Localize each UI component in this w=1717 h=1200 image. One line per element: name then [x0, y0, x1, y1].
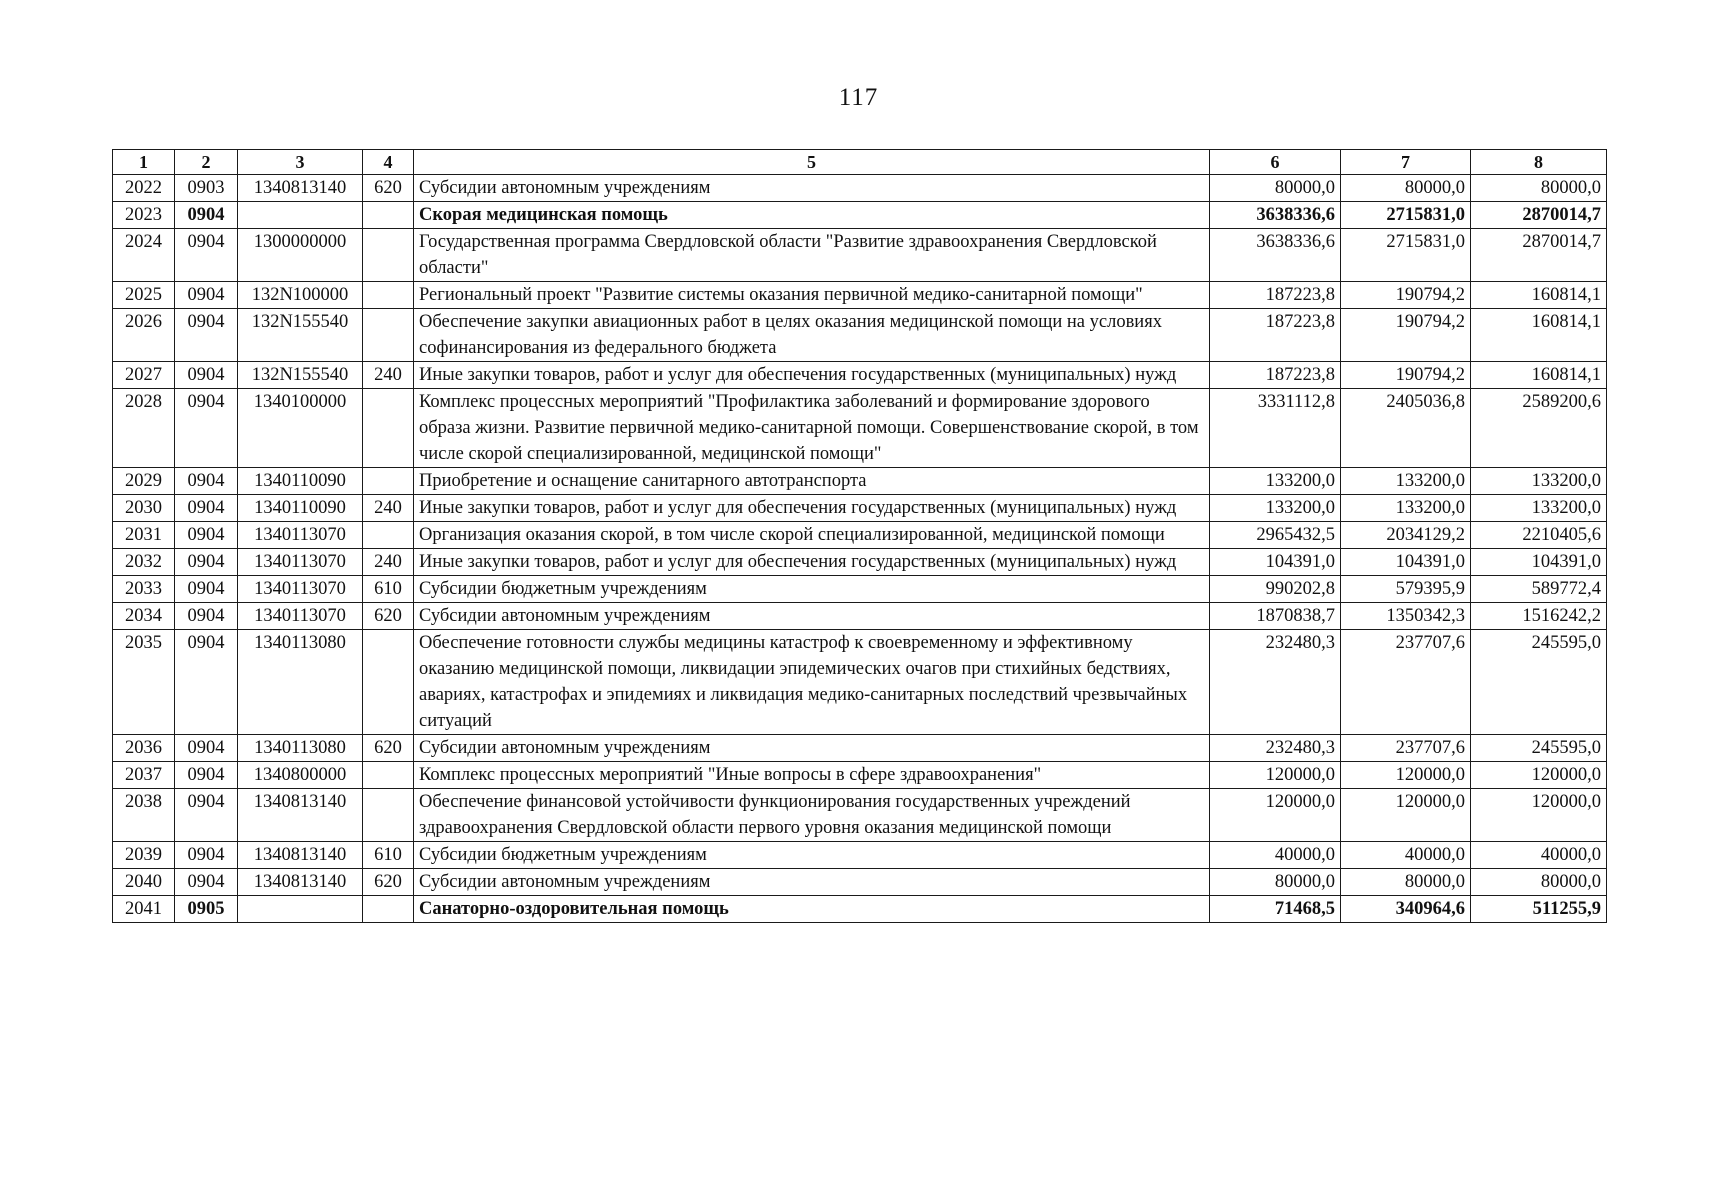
target-article-cell: 1340113070	[238, 522, 363, 549]
amount-col7-cell: 340964,6	[1341, 896, 1471, 923]
item-name-cell: Комплекс процессных мероприятий "Профилактика заболеваний и формирование здорового образа жизни. Развитие первичной медико-санитарной помощи. Совершенствование скорой, в том числе скорой специализированной, медицинской помощи"	[414, 389, 1210, 468]
amount-col8-cell: 133200,0	[1471, 495, 1607, 522]
section-code-cell: 0904	[175, 522, 238, 549]
table-row	[113, 522, 1607, 549]
row-number-cell: 2022	[113, 175, 175, 202]
expense-type-cell: 240	[363, 362, 414, 389]
row-number-cell: 2033	[113, 576, 175, 603]
item-name-cell: Субсидии бюджетным учреждениям	[414, 842, 1210, 869]
expense-type-cell	[363, 762, 414, 789]
section-code-cell: 0904	[175, 495, 238, 522]
amount-col7-cell: 120000,0	[1341, 762, 1471, 789]
amount-col7-cell: 2034129,2	[1341, 522, 1471, 549]
section-code-cell: 0904	[175, 549, 238, 576]
section-code-cell: 0904	[175, 789, 238, 842]
target-article-cell: 1340113070	[238, 603, 363, 630]
item-name-cell: Организация оказания скорой, в том числе скорой специализированной, медицинской помощи	[414, 522, 1210, 549]
section-code-cell: 0904	[175, 603, 238, 630]
column-header: 1	[113, 150, 175, 175]
row-number-cell: 2029	[113, 468, 175, 495]
table-row	[113, 630, 1607, 735]
table-row	[113, 468, 1607, 495]
column-header: 8	[1471, 150, 1607, 175]
row-number-cell: 2026	[113, 309, 175, 362]
section-code-cell: 0904	[175, 309, 238, 362]
column-header: 3	[238, 150, 363, 175]
table-row	[113, 603, 1607, 630]
expense-type-cell	[363, 229, 414, 282]
amount-col7-cell: 133200,0	[1341, 495, 1471, 522]
target-article-cell	[238, 896, 363, 923]
expense-type-cell: 620	[363, 735, 414, 762]
amount-col8-cell: 1516242,2	[1471, 603, 1607, 630]
section-code-cell: 0904	[175, 842, 238, 869]
amount-col6-cell: 3638336,6	[1210, 229, 1341, 282]
target-article-cell: 1340800000	[238, 762, 363, 789]
expense-type-cell: 240	[363, 549, 414, 576]
amount-col6-cell: 40000,0	[1210, 842, 1341, 869]
item-name-cell: Санаторно-оздоровительная помощь	[414, 896, 1210, 923]
expense-type-cell	[363, 468, 414, 495]
amount-col7-cell: 40000,0	[1341, 842, 1471, 869]
target-article-cell: 1340110090	[238, 495, 363, 522]
expense-type-cell	[363, 522, 414, 549]
row-number-cell: 2025	[113, 282, 175, 309]
amount-col7-cell: 190794,2	[1341, 362, 1471, 389]
table-row	[113, 282, 1607, 309]
amount-col8-cell: 80000,0	[1471, 869, 1607, 896]
amount-col8-cell: 40000,0	[1471, 842, 1607, 869]
expense-type-cell	[363, 202, 414, 229]
target-article-cell: 1340113080	[238, 735, 363, 762]
amount-col6-cell: 133200,0	[1210, 468, 1341, 495]
target-article-cell: 1340813140	[238, 842, 363, 869]
amount-col6-cell: 3638336,6	[1210, 202, 1341, 229]
row-number-cell: 2040	[113, 869, 175, 896]
amount-col8-cell: 120000,0	[1471, 762, 1607, 789]
amount-col8-cell: 2870014,7	[1471, 229, 1607, 282]
row-number-cell: 2037	[113, 762, 175, 789]
expense-type-cell	[363, 789, 414, 842]
table-row	[113, 762, 1607, 789]
row-number-cell: 2024	[113, 229, 175, 282]
expense-type-cell	[363, 630, 414, 735]
amount-col8-cell: 133200,0	[1471, 468, 1607, 495]
amount-col6-cell: 80000,0	[1210, 175, 1341, 202]
amount-col6-cell: 80000,0	[1210, 869, 1341, 896]
amount-col8-cell: 245595,0	[1471, 735, 1607, 762]
amount-col7-cell: 80000,0	[1341, 869, 1471, 896]
amount-col7-cell: 237707,6	[1341, 630, 1471, 735]
item-name-cell: Субсидии автономным учреждениям	[414, 735, 1210, 762]
target-article-cell: 1340813140	[238, 175, 363, 202]
amount-col7-cell: 2405036,8	[1341, 389, 1471, 468]
table-row	[113, 842, 1607, 869]
target-article-cell: 1340100000	[238, 389, 363, 468]
table-row	[113, 362, 1607, 389]
section-code-cell: 0904	[175, 869, 238, 896]
row-number-cell: 2039	[113, 842, 175, 869]
amount-col8-cell: 160814,1	[1471, 362, 1607, 389]
item-name-cell: Обеспечение готовности службы медицины катастроф к своевременному и эффективному оказанию медицинской помощи, ликвидации эпидемических очагов при стихийных бедствиях, авариях, катастрофах и эпидемиях и ликвидация медико-санитарных последствий чрезвычайных ситуаций	[414, 630, 1210, 735]
amount-col7-cell: 120000,0	[1341, 789, 1471, 842]
amount-col7-cell: 190794,2	[1341, 309, 1471, 362]
amount-col8-cell: 2589200,6	[1471, 389, 1607, 468]
amount-col8-cell: 511255,9	[1471, 896, 1607, 923]
expense-type-cell	[363, 896, 414, 923]
budget-table	[112, 149, 1607, 923]
amount-col6-cell: 232480,3	[1210, 735, 1341, 762]
amount-col8-cell: 245595,0	[1471, 630, 1607, 735]
item-name-cell: Скорая медицинская помощь	[414, 202, 1210, 229]
row-number-cell: 2036	[113, 735, 175, 762]
row-number-cell: 2041	[113, 896, 175, 923]
column-header: 7	[1341, 150, 1471, 175]
amount-col6-cell: 187223,8	[1210, 309, 1341, 362]
target-article-cell: 1340113080	[238, 630, 363, 735]
row-number-cell: 2038	[113, 789, 175, 842]
item-name-cell: Субсидии автономным учреждениям	[414, 603, 1210, 630]
section-code-cell: 0904	[175, 735, 238, 762]
row-number-cell: 2035	[113, 630, 175, 735]
item-name-cell: Субсидии автономным учреждениям	[414, 175, 1210, 202]
row-number-cell: 2032	[113, 549, 175, 576]
table-row	[113, 789, 1607, 842]
target-article-cell: 1340113070	[238, 576, 363, 603]
amount-col8-cell: 160814,1	[1471, 282, 1607, 309]
table-row	[113, 202, 1607, 229]
expense-type-cell: 240	[363, 495, 414, 522]
amount-col8-cell: 104391,0	[1471, 549, 1607, 576]
amount-col7-cell: 2715831,0	[1341, 229, 1471, 282]
item-name-cell: Региональный проект "Развитие системы оказания первичной медико-санитарной помощи"	[414, 282, 1210, 309]
amount-col8-cell: 160814,1	[1471, 309, 1607, 362]
amount-col6-cell: 232480,3	[1210, 630, 1341, 735]
row-number-cell: 2023	[113, 202, 175, 229]
table-row	[113, 896, 1607, 923]
table-row	[113, 549, 1607, 576]
amount-col7-cell: 104391,0	[1341, 549, 1471, 576]
amount-col7-cell: 190794,2	[1341, 282, 1471, 309]
table-row	[113, 869, 1607, 896]
column-header: 2	[175, 150, 238, 175]
amount-col6-cell: 120000,0	[1210, 762, 1341, 789]
row-number-cell: 2034	[113, 603, 175, 630]
amount-col7-cell: 80000,0	[1341, 175, 1471, 202]
table-row	[113, 389, 1607, 468]
item-name-cell: Обеспечение закупки авиационных работ в целях оказания медицинской помощи на условиях софинансирования из федерального бюджета	[414, 309, 1210, 362]
section-code-cell: 0904	[175, 576, 238, 603]
section-code-cell: 0904	[175, 282, 238, 309]
item-name-cell: Иные закупки товаров, работ и услуг для обеспечения государственных (муниципальных) нужд	[414, 495, 1210, 522]
expense-type-cell: 620	[363, 175, 414, 202]
amount-col6-cell: 3331112,8	[1210, 389, 1341, 468]
amount-col7-cell: 133200,0	[1341, 468, 1471, 495]
expense-type-cell	[363, 389, 414, 468]
amount-col7-cell: 2715831,0	[1341, 202, 1471, 229]
expense-type-cell: 620	[363, 869, 414, 896]
target-article-cell: 1300000000	[238, 229, 363, 282]
expense-type-cell: 620	[363, 603, 414, 630]
amount-col8-cell: 2210405,6	[1471, 522, 1607, 549]
amount-col6-cell: 104391,0	[1210, 549, 1341, 576]
section-code-cell: 0904	[175, 202, 238, 229]
column-header: 6	[1210, 150, 1341, 175]
section-code-cell: 0905	[175, 896, 238, 923]
target-article-cell: 1340110090	[238, 468, 363, 495]
item-name-cell: Иные закупки товаров, работ и услуг для обеспечения государственных (муниципальных) нужд	[414, 362, 1210, 389]
table-row	[113, 735, 1607, 762]
column-header: 4	[363, 150, 414, 175]
amount-col6-cell: 133200,0	[1210, 495, 1341, 522]
target-article-cell: 132N155540	[238, 309, 363, 362]
table-row	[113, 495, 1607, 522]
target-article-cell: 1340113070	[238, 549, 363, 576]
row-number-cell: 2027	[113, 362, 175, 389]
item-name-cell: Субсидии автономным учреждениям	[414, 869, 1210, 896]
amount-col6-cell: 187223,8	[1210, 362, 1341, 389]
amount-col8-cell: 589772,4	[1471, 576, 1607, 603]
expense-type-cell: 610	[363, 576, 414, 603]
amount-col8-cell: 2870014,7	[1471, 202, 1607, 229]
amount-col7-cell: 237707,6	[1341, 735, 1471, 762]
expense-type-cell	[363, 282, 414, 309]
item-name-cell: Обеспечение финансовой устойчивости функционирования государственных учреждений здравоохранения Свердловской области первого уровня оказания медицинской помощи	[414, 789, 1210, 842]
amount-col6-cell: 2965432,5	[1210, 522, 1341, 549]
table-row	[113, 309, 1607, 362]
target-article-cell: 132N155540	[238, 362, 363, 389]
item-name-cell: Субсидии бюджетным учреждениям	[414, 576, 1210, 603]
expense-type-cell: 610	[363, 842, 414, 869]
expense-type-cell	[363, 309, 414, 362]
header-row	[113, 150, 1607, 175]
amount-col7-cell: 579395,9	[1341, 576, 1471, 603]
item-name-cell: Иные закупки товаров, работ и услуг для обеспечения государственных (муниципальных) нужд	[414, 549, 1210, 576]
column-header: 5	[414, 150, 1210, 175]
amount-col6-cell: 120000,0	[1210, 789, 1341, 842]
amount-col6-cell: 71468,5	[1210, 896, 1341, 923]
section-code-cell: 0903	[175, 175, 238, 202]
row-number-cell: 2030	[113, 495, 175, 522]
target-article-cell	[238, 202, 363, 229]
amount-col8-cell: 80000,0	[1471, 175, 1607, 202]
amount-col6-cell: 187223,8	[1210, 282, 1341, 309]
section-code-cell: 0904	[175, 468, 238, 495]
target-article-cell: 1340813140	[238, 869, 363, 896]
table-row	[113, 576, 1607, 603]
item-name-cell: Государственная программа Свердловской области "Развитие здравоохранения Свердловской области"	[414, 229, 1210, 282]
table-row	[113, 229, 1607, 282]
item-name-cell: Комплекс процессных мероприятий "Иные вопросы в сфере здравоохранения"	[414, 762, 1210, 789]
section-code-cell: 0904	[175, 762, 238, 789]
target-article-cell: 1340813140	[238, 789, 363, 842]
row-number-cell: 2031	[113, 522, 175, 549]
section-code-cell: 0904	[175, 630, 238, 735]
table-body	[113, 175, 1607, 923]
amount-col8-cell: 120000,0	[1471, 789, 1607, 842]
amount-col6-cell: 1870838,7	[1210, 603, 1341, 630]
section-code-cell: 0904	[175, 389, 238, 468]
row-number-cell: 2028	[113, 389, 175, 468]
amount-col7-cell: 1350342,3	[1341, 603, 1471, 630]
table-row	[113, 175, 1607, 202]
item-name-cell: Приобретение и оснащение санитарного автотранспорта	[414, 468, 1210, 495]
page-number: 117	[838, 84, 879, 111]
section-code-cell: 0904	[175, 229, 238, 282]
section-code-cell: 0904	[175, 362, 238, 389]
target-article-cell: 132N100000	[238, 282, 363, 309]
amount-col6-cell: 990202,8	[1210, 576, 1341, 603]
